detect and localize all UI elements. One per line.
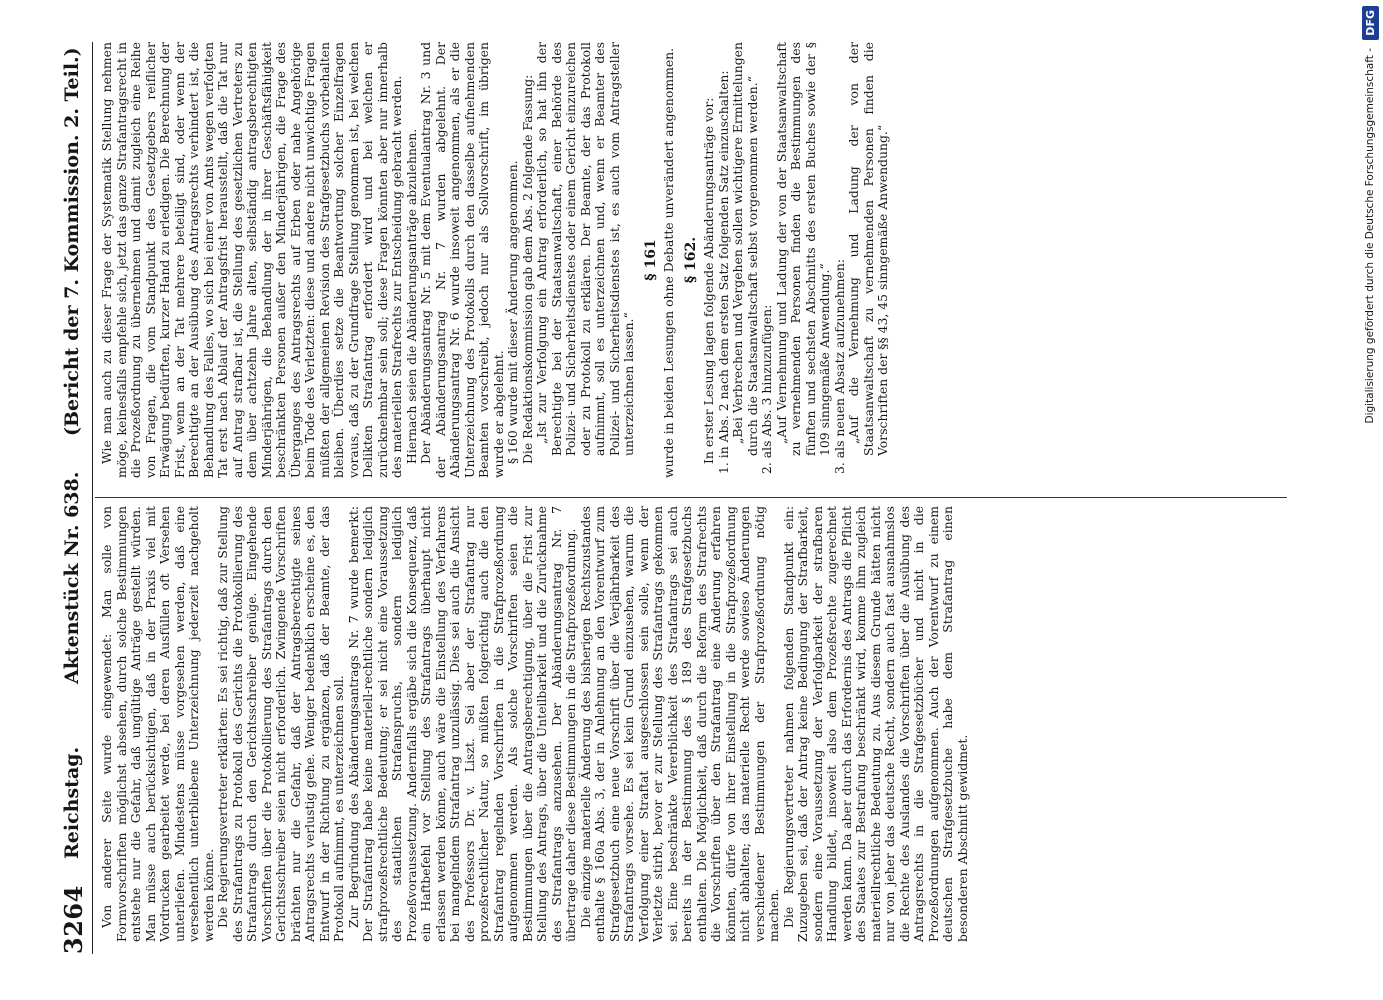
column-divider [95,497,1287,498]
paragraph: Von anderer Seite wurde eingewendet: Man solle von Formvorschriften möglichst absehen, durch solche Bestimmungen entstehe nur die Gefahr, daß ungültige Anträge gestellt würden. Man müsse auch berücksichtigen, daß in der Praxis viel mit Vordrucken gearbeitet werde, bei deren Ausfüllen oft Versehen unterliefen. Mindestens müsse vorgesehen werden, daß eine versehentlich unterbliebene Unterzeichnung jederzeit nachgeholt werden könne. [99,506,216,942]
quote-block: „Bei Verbrechen und Vergehen sollen wichtigere Ermittelungen durch die Staatsanwaltschaft selbst vorgenommen werden.“ [730,42,760,456]
paragraph: In erster Lesung lagen folgende Abänderungsanträge vor: [701,97,716,464]
paragraph: Die Redaktionskommission gab dem Abs. 2 folgende Fassung: [519,74,535,464]
paragraph: Die einzige materielle Änderung des bisherigen Rechtszustandes enthalte § 160a Abs. 3, der in Anlehnung an den Vorentwurf zum Strafgesetzbuch eine neue Vorschrift über die Verjährbarkeit des Strafantrags vorsehe. Es sei kein Grund einzusehen, warum die Verfolgung einer Straftat ausgeschlossen sein solle, wenn der Verletzte stirbt, bevor er zur Stellung des Strafantrags gekommen sei. Eine beschränkte Vererblichkeit des Strafantrags sei auch bereits in der Bestimmung des § 189 des Strafgesetzbuchs enthalten. Die Möglichkeit, daß durch die Reform des Strafrechts die Vorschriften über den Strafantrag eine Änderung erfahren könnten, dürfe von ihrer Einstellung in die Strafprozeßordnung nicht abhalten; das materielle Recht werde sowieso Änderungen verschiedener Bestimmungen der Strafprozeßordnung nötig machen. [577,506,781,942]
paragraph: Wie man auch zu dieser Frage der Systematik Stellung nehmen möge, keinesfalls empfehle sich, jetzt das ganze Strafantragsrecht in die Prozeßordnung zu übernehmen und damit zugleich eine Reihe von Fragen, die vom Standpunkt des Gesetzgebers reiflicher Erwägung bedürften, kurzer Hand zu erledigen. Die Berechnung der Frist, wenn an der Tat mehrere beteiligt sind, oder wenn der Berechtigte an der Ausübung des Antragsrechts verhindert ist, die Behandlung des Falles, wo sich bei einer von Amts wegen verfolgten Tat erst nach Ablauf der Antragsfrist herausstellt, daß die Tat nur auf Antrag strafbar ist, die Stellung des gesetzlichen Vertreters zu dem über achtzehn Jahre alten, selbständig antragsberechtigten Minderjährigen, die Behandlung der in ihrer Geschäftsfähigkeit beschränkten Personen außer den Minderjährigen, die Frage des Überganges des Antragsrechts auf Erben oder nahe Angehörige beim Tode des Verletzten: diese und andere nicht unwichtige Fragen müßten der allgemeinen Revision des Strafgesetzbuchs vorbehalten bleiben. Überdies setze die Beantwortung solcher Einzelfragen voraus, daß zu der Grundfrage Stellung genommen ist, bei welchen Delikten Strafantrag erfordert wird und bei welchen er zurücknehmbar sein soll; diese Fragen könnten aber nur innerhalb des materiellen Strafrechts zur Entscheidung gebracht werden. [99,42,404,478]
quote-block: „Auf Vernehmung und Ladung der von der Staatsanwaltschaft zu vernehmenden Personen finden die Bestimmungen des fünften und sechsten Abschnitts des ersten Buches sowie der § 109 sinngemäße Anwendung.“ [773,42,832,456]
dfg-logo: DFG [1362,6,1379,40]
footer-credit: Digitalisierung gefördert durch die Deutsche Forschungsgemeinschaft - [1364,48,1376,424]
paragraph: Die Regierungsvertreter erklärten: Es sei richtig, daß zur Stellung des Strafantrags zu Protokoll des Gerichts die Protokollierung des Strafantrags durch den Gerichtsschreiber genüge. Eingehende Vorschriften über die Protokollierung des Strafantrags durch den Gerichtsschreiber seien nicht erforderlich. Zwingende Vorschriften brächten nur die Gefahr, daß der Antragsberechtigte seines Antragsrechts verlustig gehe. Weniger bedenklich erscheine es, den Entwurf in der Richtung zu ergänzen, daß der Beamte, der das Protokoll aufnimmt, es unterzeichnen soll. [215,506,346,942]
paragraph: Hiernach seien die Abänderungsanträge abzulehnen. [403,128,419,464]
paragraph: Zur Begründung des Abänderungsantrags Nr. 7 wurde bemerkt: Der Strafantrag habe keine materiell-rechtliche sondern lediglich strafprozeßrechtliche Bedeutung; er sei nicht eine Voraussetzung des staatlichen Strafanspruchs, sondern lediglich Prozeßvoraussetzung. Andernfalls ergäbe sich die Konsequenz, daß ein Haftbefehl vor Stellung des Strafantrags überhaupt nicht erlassen werden könne, auch wäre die Einstellung des Verfahrens bei mangelndem Strafantrag unzulässig. Dies sei auch die Ansicht des Professors Dr. v. Liszt. Sei aber der Strafantrag nur prozeßrechtlicher Natur, so müßten folgerichtig auch die den Strafantrag regelnden Vorschriften in die Strafprozeßordnung aufgenommen werden. Als solche Vorschriften seien die Bestimmungen über die Antragsberechtigung, über die Frist zur Stellung des Antrags, über die Unteilbarkeit und die Zurücknahme des Strafantrags anzusehen. Der Abänderungsantrag Nr. 7 übertrage daher diese Bestimmungen in die Strafprozeßordnung. [345,506,578,942]
left-column [100,506,970,942]
quote-block: „Ist zur Verfolgung ein Antrag erforderlich, so hat ihn der Berechtigte bei der Staatsanwaltschaft, einer Behörde des Polizei- und Sicherheitsdienstes oder einem Gericht einzureichen oder zu Protokoll zu erklären. Der Beamte, der das Protokoll aufnimmt, soll es unterzeichnen und, wenn er Beamter des Polizei- und Sicherheitsdienstes ist, es auch vom Antragsteller unterzeichnen lassen.“ [534,42,636,456]
page-number: 3264 [59,885,88,954]
list-item: 1. in Abs. 2 nach dem ersten Satz folgenden Satz einzuschalten: [715,70,731,474]
quote-block: „Auf die Vernehmung und Ladung der von der Staatsanwaltschaft zu vernehmenden Personen finden die Vorschriften der §§ 43, 45 sinngemäße Anwendung.“ [846,42,890,456]
right-column [100,42,891,478]
digitization-footer [1362,0,1382,1000]
section-heading-161: § 161 [642,239,659,281]
paragraph: § 160 wurde mit dieser Änderung angenommen. [505,160,520,464]
header-aktenstueck: Aktenstück Nr. 638. [61,471,83,684]
list-item: 2. als Abs. 3 hinzuzufügen: [759,304,774,474]
paragraph: Der Abänderungsantrag Nr. 5 mit dem Eventualantrag Nr. 3 und der Abänderungsantrag Nr. 7 wurden abgelehnt. Der Abänderungsantrag Nr. 6 wurde insoweit angenommen, als er die Unterzeichnung des Protokolls durch den dasselbe aufnehmenden Beamten vorschreibt, jedoch nur als Sollvorschrift, im übrigen wurde er abgelehnt. [418,42,506,478]
header-bericht: (Bericht der 7. Kommission. 2. Teil.) [61,47,83,436]
paragraph: wurde in beiden Lesungen ohne Debatte unverändert angenommen. [661,47,676,478]
section-heading-162: § 162. [682,236,699,284]
header-rule [92,42,93,954]
header-reichstag: Reichstag. [61,746,83,859]
paragraph: Die Regierungsvertreter nahmen folgenden Standpunkt ein: Zuzugeben sei, daß der Antrag keine Bedingung der Strafbarkeit, sondern eine Voraussetzung der Verfolgbarkeit der strafbaren Handlung bildet, insoweit also dem Prozeßrechte zugerechnet werden kann. Da aber durch das Erfordernis des Antrags die Pflicht des Staates zur Bestrafung beschränkt wird, komme ihm zugleich materiellrechtliche Bedeutung zu. Aus diesem Grunde hätten nicht nur von jeher das deutsche Recht, sondern auch fast ausnahmslos die Rechte des Auslandes die Vorschriften über die Ausübung des Antragsrechts in die Strafgesetzbücher und nicht in die Prozeßordnungen aufgenommen. Auch der Vorentwurf zu einem deutschen Strafgesetzbuche habe dem Strafantrag einen besonderen Abschnitt gewidmet. [780,506,970,942]
page-header [55,42,91,954]
list-item: 3. als neuen Absatz aufzunehmen: [831,258,847,474]
